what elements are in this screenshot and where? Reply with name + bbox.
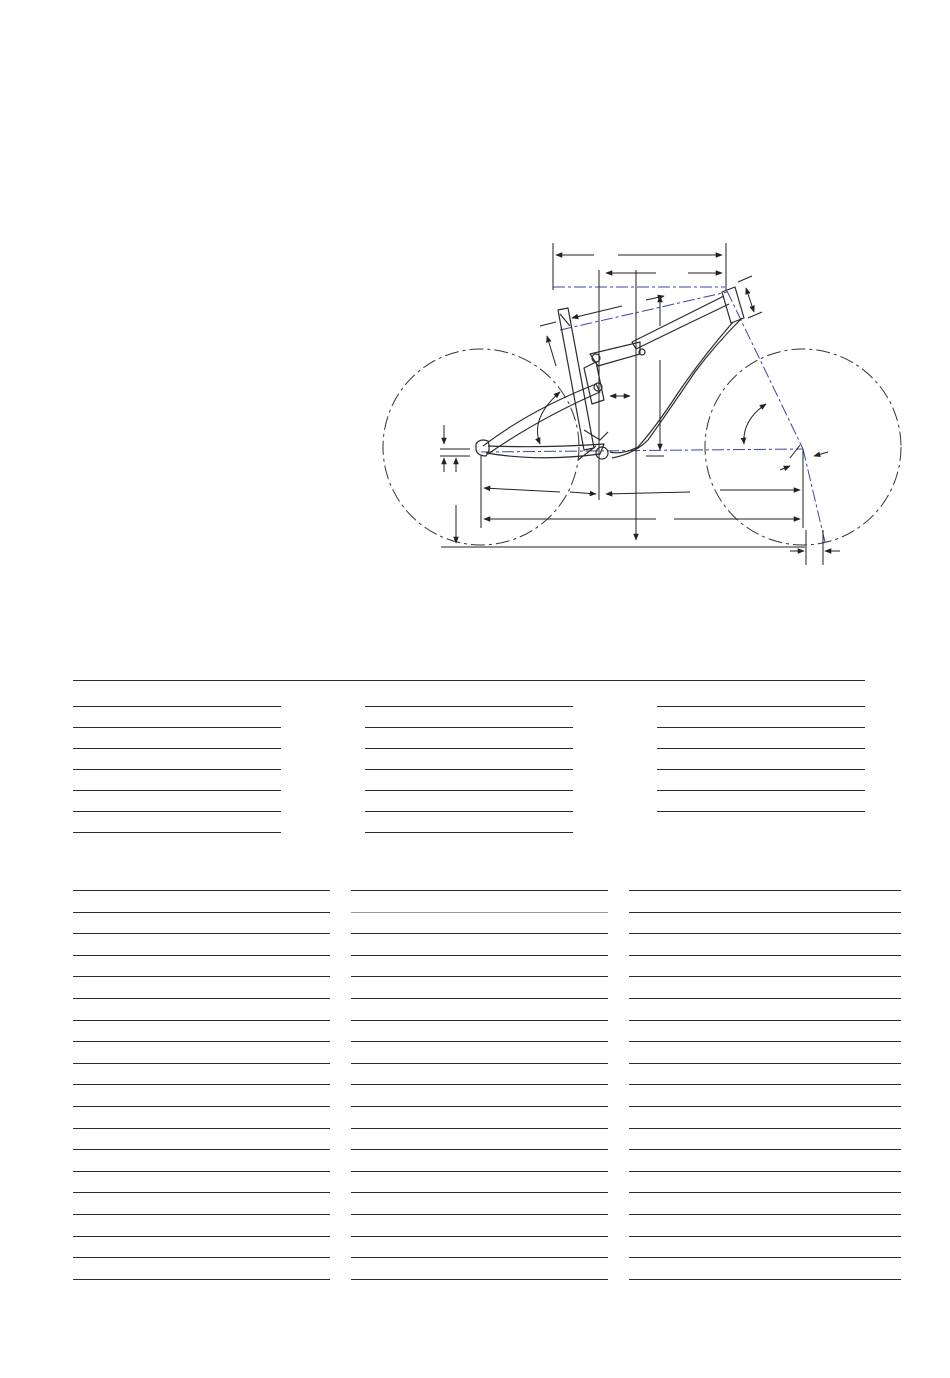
geometry-table-row-rule xyxy=(73,1279,330,1280)
geometry-table-row-rule xyxy=(73,1084,330,1085)
geometry-table-row-rule xyxy=(629,1020,901,1021)
spec-table-row-rule xyxy=(365,769,573,770)
spec-table-row-rule xyxy=(73,748,281,749)
geometry-table-row-rule xyxy=(351,1084,608,1085)
geometry-table-row-rule xyxy=(351,1257,608,1258)
down-tube xyxy=(610,322,733,453)
spec-table-row-rule xyxy=(73,727,281,728)
geometry-table-row-rule xyxy=(629,998,901,999)
geometry-table-row-rule xyxy=(629,933,901,934)
spec-table-row-rule xyxy=(657,811,865,812)
spec-table-row-rule xyxy=(365,706,573,707)
geometry-table-row-rule xyxy=(73,1149,330,1150)
geometry-table-row-rule xyxy=(73,890,330,891)
spec-table-row-rule xyxy=(657,706,865,707)
geometry-table-row-rule xyxy=(73,1063,330,1064)
spec-table-row-rule xyxy=(73,769,281,770)
geometry-table-row-rule xyxy=(351,1279,608,1280)
geometry-table-row-rule xyxy=(351,1171,608,1172)
geometry-table-row-rule xyxy=(351,1214,608,1215)
seat-post-clamp xyxy=(560,314,570,326)
spec-table-row-rule xyxy=(365,790,573,791)
geometry-table-row-rule xyxy=(629,955,901,956)
geometry-table-row-rule xyxy=(629,912,901,913)
geometry-table-row-rule xyxy=(351,998,608,999)
geometry-table-row-rule xyxy=(629,1149,901,1150)
geometry-table-row-rule xyxy=(351,1236,608,1237)
geometry-table-row-rule xyxy=(351,1192,608,1193)
geometry-table-row-rule xyxy=(351,1149,608,1150)
spec-table-row-rule xyxy=(73,811,281,812)
spec-table-row-rule xyxy=(365,832,573,833)
spec-table-row-rule xyxy=(365,727,573,728)
geometry-table-row-rule xyxy=(73,1171,330,1172)
spec-table-row-rule xyxy=(73,790,281,791)
geometry-table-row-rule xyxy=(351,1041,608,1042)
spec-table-row-rule xyxy=(73,706,281,707)
geometry-table-row-rule xyxy=(629,1171,901,1172)
geometry-table-row-rule xyxy=(351,955,608,956)
geometry-table-row-rule xyxy=(73,1128,330,1129)
geometry-table-row-rule xyxy=(629,1257,901,1258)
spec-table-row-rule xyxy=(657,769,865,770)
geometry-table-row-rule xyxy=(73,1257,330,1258)
geometry-table-row-rule xyxy=(73,976,330,977)
spec-table-row-rule xyxy=(657,727,865,728)
geometry-table-row-rule xyxy=(629,1214,901,1215)
geometry-table-row-rule xyxy=(629,1128,901,1129)
geometry-table-row-rule xyxy=(351,933,608,934)
geometry-table-row-rule xyxy=(73,1041,330,1042)
geometry-table-row-rule xyxy=(73,955,330,956)
geometry-table-row-rule xyxy=(73,933,330,934)
geometry-table-row-rule xyxy=(629,1279,901,1280)
spec-table-row-rule xyxy=(73,832,281,833)
geometry-table-row-rule xyxy=(629,1106,901,1107)
bike-geometry-diagram xyxy=(0,0,950,620)
geometry-table-row-rule xyxy=(351,912,608,913)
geometry-table-row-rule xyxy=(73,998,330,999)
geometry-table-row-rule xyxy=(351,1063,608,1064)
spec-table-header-rule xyxy=(73,680,865,681)
top-tube xyxy=(632,296,729,349)
dimension-lines xyxy=(440,243,840,565)
geometry-table-row-rule xyxy=(351,890,608,891)
geometry-table-row-rule xyxy=(73,1106,330,1107)
geometry-table-row-rule xyxy=(351,1020,608,1021)
geometry-table-row-rule xyxy=(73,1020,330,1021)
bike-frame xyxy=(476,287,744,460)
geometry-table-row-rule xyxy=(73,1214,330,1215)
geometry-table-row-rule xyxy=(629,1084,901,1085)
geometry-table-row-rule xyxy=(73,912,330,913)
geometry-table-row-rule xyxy=(73,1236,330,1237)
geometry-table-row-rule xyxy=(73,1192,330,1193)
geometry-table-row-rule xyxy=(629,1041,901,1042)
spec-table-row-rule xyxy=(657,748,865,749)
geometry-table-row-rule xyxy=(351,1106,608,1107)
geometry-table-row-rule xyxy=(351,1128,608,1129)
spec-table-row-rule xyxy=(365,748,573,749)
geometry-table-row-rule xyxy=(351,976,608,977)
geometry-table-row-rule xyxy=(629,1063,901,1064)
geometry-table-row-rule xyxy=(629,1192,901,1193)
geometry-table-row-rule xyxy=(629,1236,901,1237)
spec-table-row-rule xyxy=(365,811,573,812)
spec-table-row-rule xyxy=(657,790,865,791)
geometry-table-row-rule xyxy=(629,890,901,891)
geometry-table-row-rule xyxy=(629,976,901,977)
geometry-guides xyxy=(481,287,825,542)
